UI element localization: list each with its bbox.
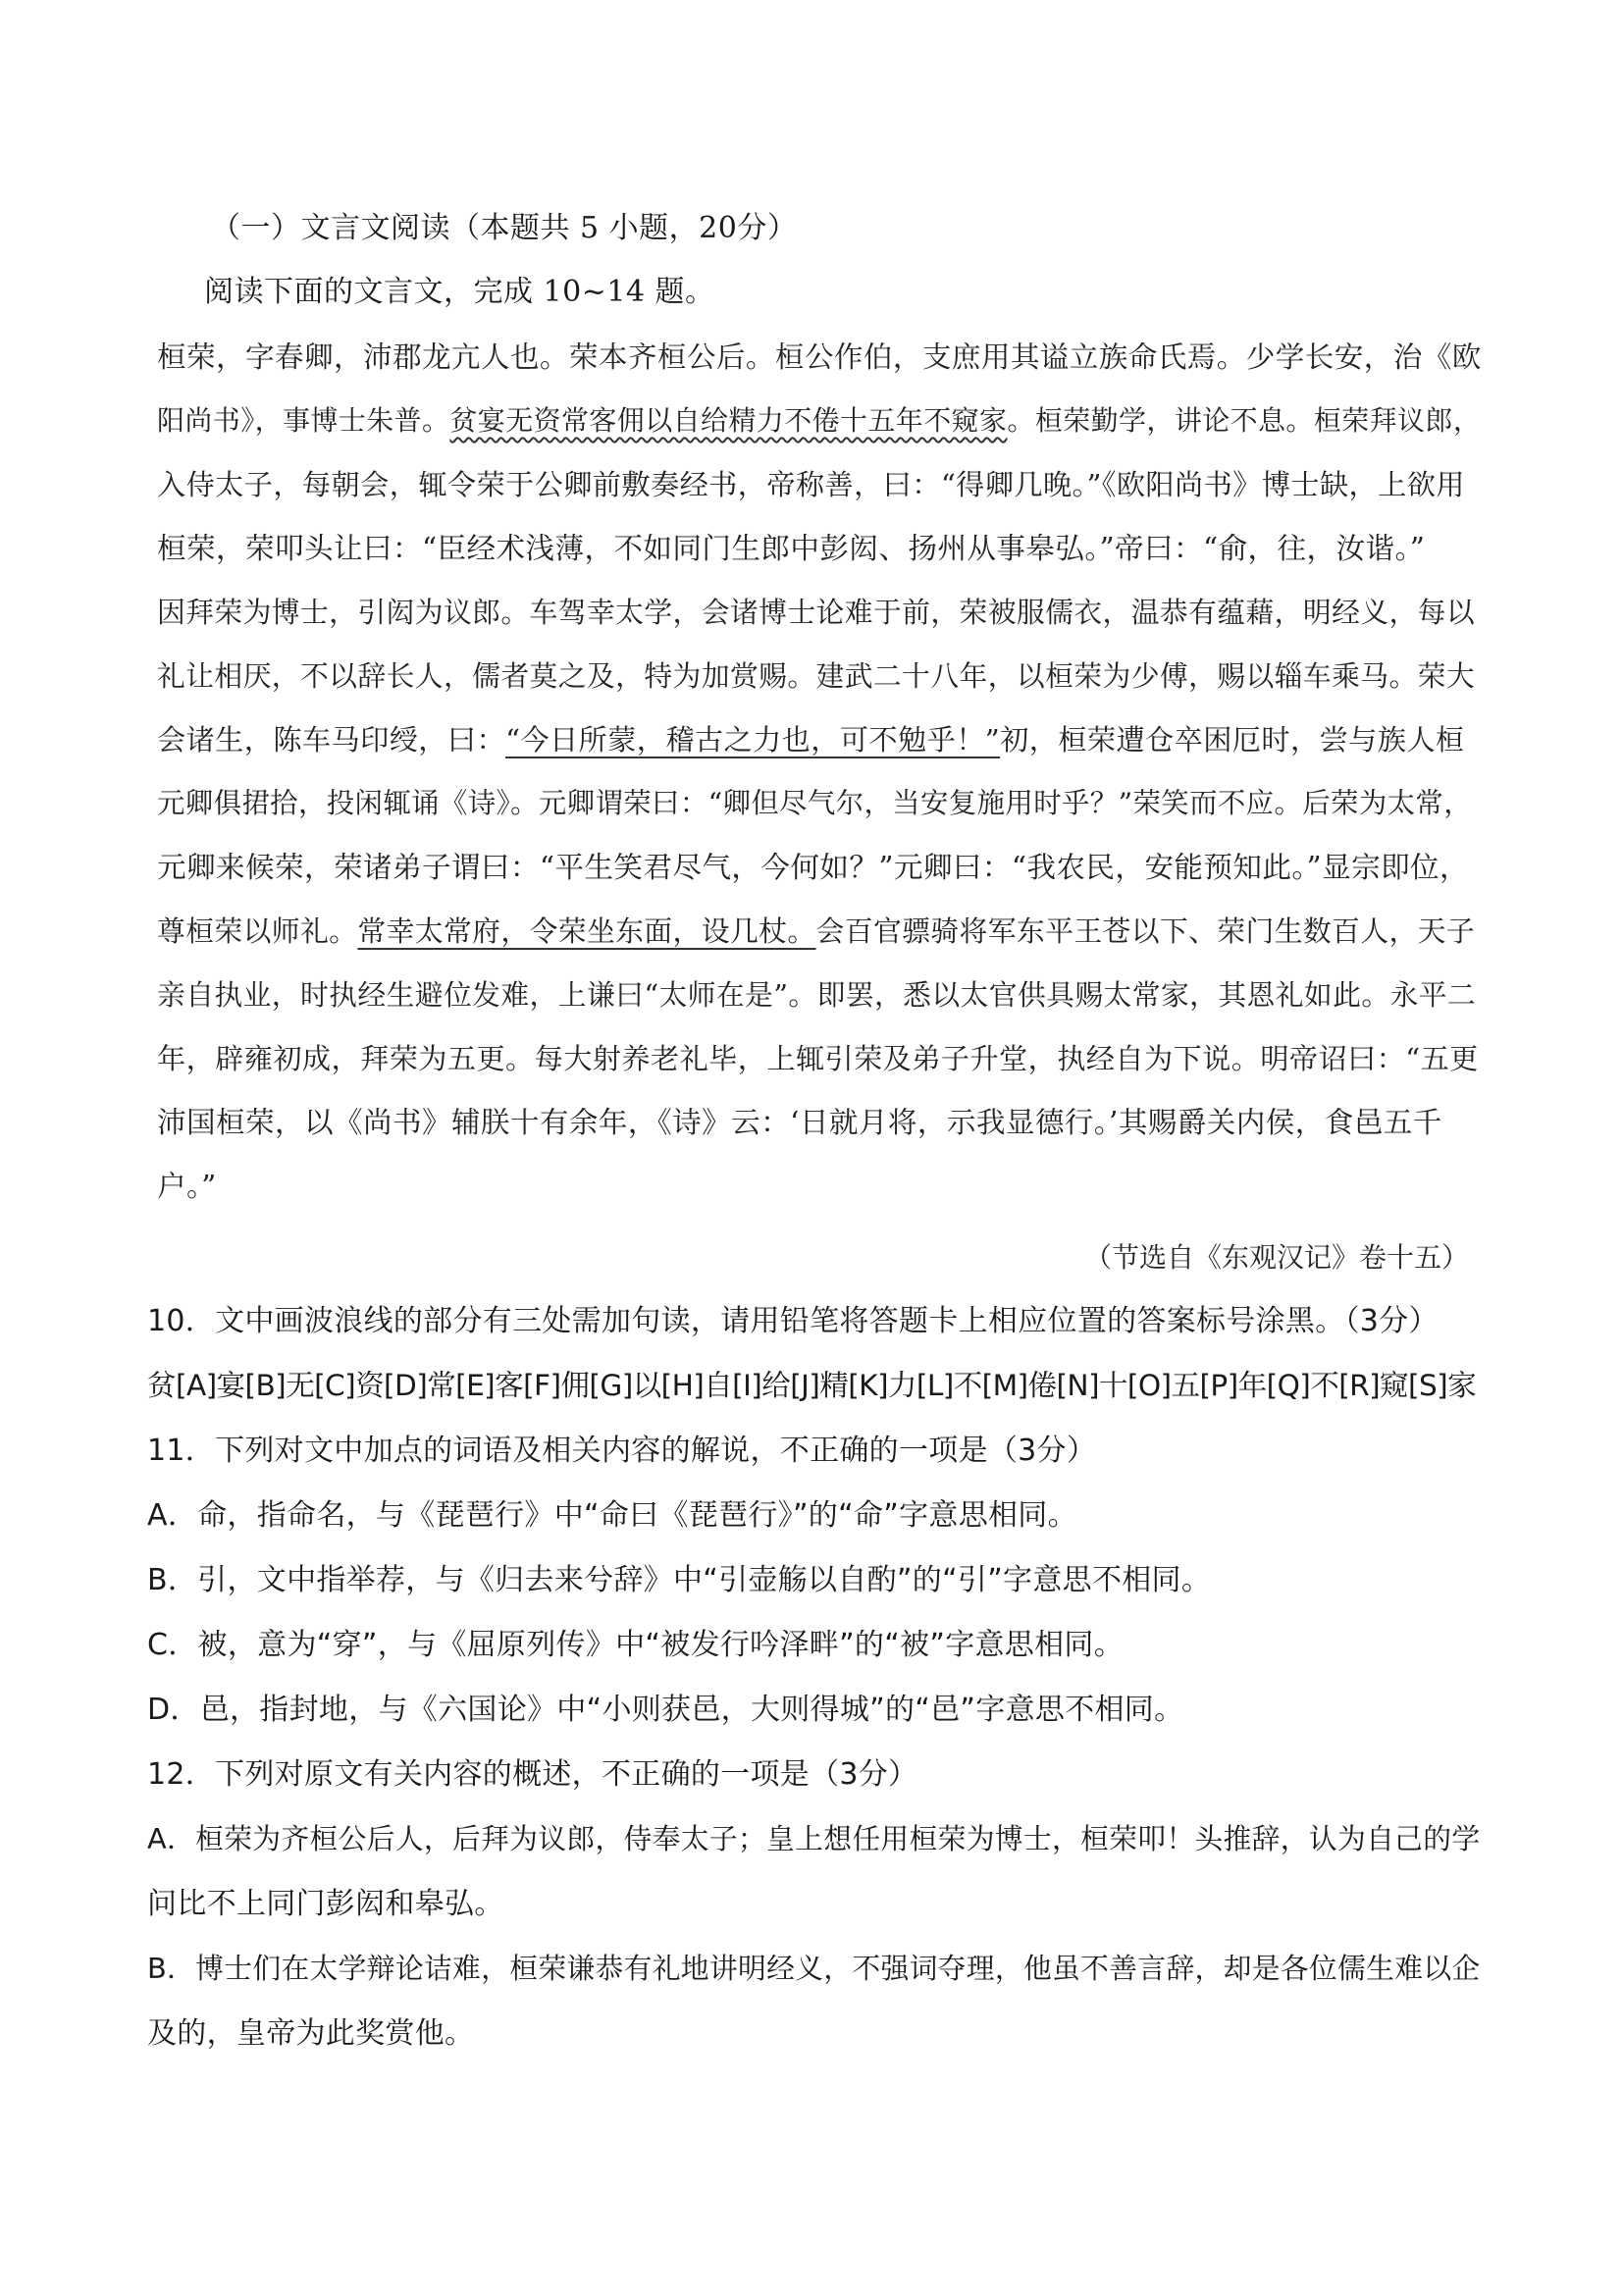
passage-line: 元卿来候荣，荣诸弟子谓曰：“平生笑君尽气，今何如？”元卿曰：“我农民，安能预知此。”显宗即位， [157, 851, 1470, 884]
option-a-continued: 问比不上同门彭闳和皋弘。 [147, 1887, 504, 1921]
underlined-sentence: “今日所蒙，稽古之力也，可不勉乎！” [505, 723, 1001, 757]
option-a: A．命，指命名，与《琵琶行》中“命曰《琵琶行》”的“命”字意思相同。 [147, 1498, 1077, 1533]
question-stem: 10．文中画波浪线的部分有三处需加句读，请用铅笔将答题卡上相应位置的答案标号涂黑。（3分） [147, 1304, 1439, 1338]
passage-line: 年，辟雍初成，拜荣为五更。每大射养老礼毕，上辄引荣及弟子升堂，执经自为下说。明帝诏曰：“五更 [157, 1042, 1479, 1075]
option-b: B．引，文中指举荐，与《归去来兮辞》中“引壶觞以自酌”的“引”字意思不相同。 [147, 1563, 1212, 1597]
underlined-sentence: 常幸太常府，令荣坐东面，设几杖。 [357, 914, 816, 948]
instruction: 阅读下面的文言文，完成 10~14 题。 [204, 275, 715, 309]
option-a: A．桓荣为齐桓公后人，后拜为议郎，侍奉太子；皇上想任用桓荣为博士，桓荣叩！头推辞，认为自己的学 [147, 1822, 1481, 1855]
passage-line [157, 914, 1476, 948]
option-b-continued: 及的，皇帝为此奖赏他。 [147, 2016, 475, 2051]
passage-line: 桓荣，字春卿，沛郡龙亢人也。荣本齐桓公后。桓公作伯，支庶用其谥立族命氏焉。少学长安，治《欧 [157, 340, 1482, 374]
passage-line: 户。” [157, 1170, 217, 1203]
section-heading: （一）文言文阅读（本题共 5 小题，20分） [211, 211, 798, 245]
passage-text: 初，桓荣遭仓卒困厄时，尝与族人桓 [1000, 723, 1465, 757]
passage-line: 桓荣，荣叩头让曰：“臣经术浅薄，不如同门生郎中彭闳、扬州从事皋弘。”帝曰：“俞，往，汝谐。” [157, 532, 1426, 565]
passage-line: 沛国桓荣，以《尚书》辅朕十有余年，《诗》云：‘日就月将，示我显德行。’其赐爵关内侯，食邑五千 [157, 1106, 1442, 1139]
option-d: D．邑，指封地，与《六国论》中“小则获邑，大则得城”的“邑”字意思不相同。 [147, 1693, 1184, 1727]
question-stem: 12．下列对原文有关内容的概述，不正确的一项是（3分） [147, 1757, 918, 1792]
passage-line: 入侍太子，每朝会，辄令荣于公卿前敷奏经书，帝称善，曰：“得卿几晚。”《欧阳尚书》博士缺，上欲用 [157, 468, 1465, 501]
passage-text: 尊桓荣以师礼。 [157, 914, 358, 948]
passage-text: 会诸生，陈车马印绶，曰： [157, 723, 506, 757]
question-stem: 11．下列对文中加点的词语及相关内容的解说，不正确的一项是（3分） [147, 1434, 1097, 1468]
passage-text: 。桓荣勤学，讲论不息。桓荣拜议郎， [1007, 404, 1482, 437]
passage-line [157, 404, 1482, 437]
passage-line: 亲自执业，时执经生避位发难，上谦曰“太师在是”。即罢，悉以太官供具赐太常家，其恩礼如此。永平二 [157, 978, 1477, 1012]
wavy-underlined-sentence: 贫宴无资常客佣以自给精力不倦十五年不窥家 [449, 404, 1008, 437]
passage-text: 会百官骠骑将军东平王苍以下、荣门生数百人，天子 [815, 914, 1476, 948]
option-c: C．被，意为“穿”，与《屈原列传》中“被发行吟泽畔”的“被”字意思相同。 [147, 1628, 1124, 1662]
option-b: B．博士们在太学辩论诘难，桓荣谦恭有礼地讲明经义，不强词夺理，他虽不善言辞，却是各位儒生难以企 [147, 1952, 1481, 1985]
passage-line: 因拜荣为博士，引闳为议郎。车驾幸太学，会诸博士论难于前，荣被服儒衣，温恭有蕴藉，明经义，每以 [157, 596, 1476, 629]
passage-line: 礼让相厌，不以辞长人，儒者莫之及，特为加赏赐。建武二十八年，以桓荣为少傅，赐以辎车乘马。荣大 [157, 659, 1476, 693]
punctuation-options: 贫[A]宴[B]无[C]资[D]常[E]客[F]佣[G]以[H]自[I]给[J]精[K]力[L]不[M]倦[N]十[O]五[P]年[Q]不[R]窥[S]家 [147, 1369, 1477, 1402]
passage-text: 阳尚书》，事博士朱普。 [157, 404, 450, 437]
passage-line [157, 723, 1465, 757]
passage-line: 元卿俱捃拾，投闲辄诵《诗》。元卿谓荣曰：“卿但尽气尔，当安复施用时乎？”荣笑而不应。后荣为太常， [157, 787, 1472, 819]
passage-source: （节选自《东观汉记》卷十五） [1084, 1241, 1470, 1274]
